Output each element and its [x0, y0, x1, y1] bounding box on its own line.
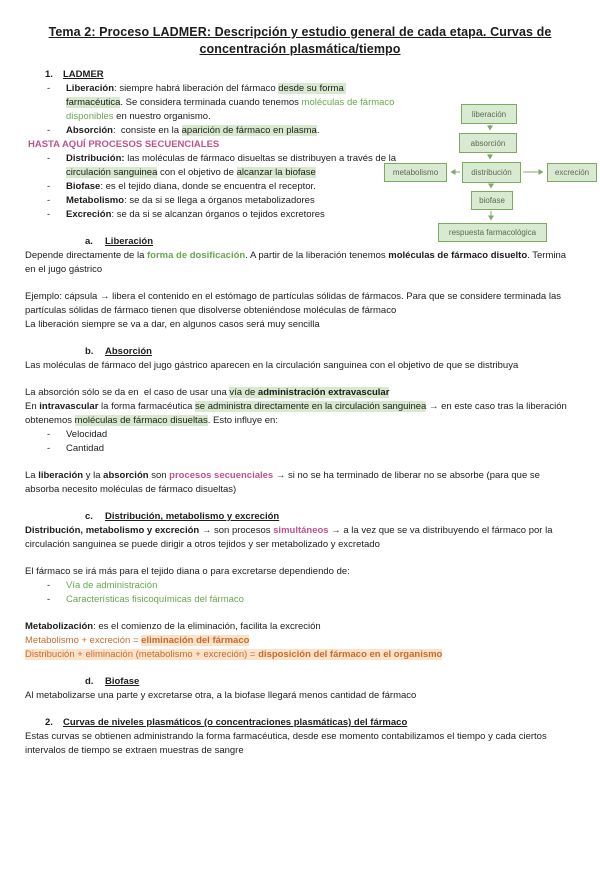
text-runs: La liberación y la absorción son procesos secuenciales → si no se ha terminado de liberar no se absorbe (para que se absorba necesito moléculas de fármaco disueltas) — [25, 470, 543, 495]
sub-bullet-caracteristicas — [25, 593, 575, 607]
text-runs: Liberación: siempre habrá liberación del fármaco desde su forma farmacéutica. Se considera terminada cuando tenemos moléculas de fármaco disponibles en nuestro organismo. — [66, 83, 398, 122]
bullet-dash: - — [47, 195, 51, 206]
text-runs: La liberación siempre se va a dar, en algunos casos será muy sencilla — [25, 319, 320, 330]
bullet-distribucion — [25, 152, 402, 180]
text-runs: Al metabolizarse una parte y excretarse otra, a la biofase llegará menos cantidad de fármaco — [25, 690, 417, 701]
text-runs: Biofase — [105, 676, 140, 687]
text-runs: El fármaco se irá más para el tejido diana o para excretarse dependiendo de: — [25, 566, 350, 577]
para-metabolizacion — [25, 620, 575, 634]
spacer — [25, 222, 575, 235]
subsection-d-heading — [25, 675, 575, 689]
bullet-dash: - — [47, 125, 51, 136]
text-runs: Distribución, metabolismo y excreción → son procesos simultáneos → a la vez que se va distribuyendo el fármaco por la circulación sanguinea se puede dirigir a otros tejidos y ser metabolizado y excretado — [25, 525, 556, 550]
section-1-heading — [25, 68, 575, 82]
spacer — [25, 552, 575, 565]
para-absorcion-1 — [25, 359, 575, 373]
spacer — [25, 373, 575, 386]
para-dme-1 — [25, 524, 575, 552]
text-runs: Absorción — [105, 346, 152, 357]
text-runs: Velocidad — [66, 429, 108, 440]
list-marker: 2. — [45, 717, 53, 728]
sub-bullet-velocidad — [25, 428, 575, 442]
para-secuenciales — [25, 469, 575, 497]
bullet-dash: - — [47, 209, 51, 220]
para-curvas — [25, 730, 575, 758]
diagram-node-excrecion: excreción — [547, 163, 597, 182]
list-marker: c. — [85, 511, 93, 522]
para-liberacion-1 — [25, 249, 575, 277]
text-runs: Depende directamente de la forma de dosificación. A partir de la liberación tenemos moléculas de fármaco disuelto. Termina en el jugo gástrico — [25, 250, 569, 275]
para-absorcion-2 — [25, 386, 575, 400]
text-runs: Excreción: se da si se alcanzan órganos o tejidos excretores — [66, 209, 325, 220]
text-runs: Estas curvas se obtienen administrando la forma farmacéutica, desde ese momento contabilizamos el tiempo y cada ciertos intervalos de tiempo se extraen muestras de sangre — [25, 731, 550, 756]
text-runs: Las moléculas de fármaco del jugo gástrico aparecen en la circulación sanguinea con el objetivo de que se distribuya — [25, 360, 519, 371]
text-runs: Distribución: las moléculas de fármaco disueltas se distribuyen a través de la circulación sanguinea con el objetivo de alcanzar la biofase — [66, 153, 399, 178]
text-runs: HASTA AQUÍ PROCESOS SECUENCIALES — [28, 139, 220, 150]
text-runs: LADMER — [63, 69, 104, 80]
text-runs: Metabolización: es el comienzo de la eliminación, facilita la excreción — [25, 621, 321, 632]
bullet-dash: - — [47, 181, 51, 192]
note-procesos-secuenciales — [25, 138, 388, 152]
text-runs: Metabolismo: se da si se llega a órganos metabolizadores — [66, 195, 315, 206]
text-runs: Distribución, metabolismo y excreción — [105, 511, 280, 522]
spacer — [25, 277, 575, 290]
para-disposicion — [25, 648, 575, 662]
diagram-node-respuesta-farmacologica: respuesta farmacológica — [438, 223, 547, 242]
diagram-node-metabolismo: metabolismo — [384, 163, 447, 182]
bullet-dash: - — [47, 580, 51, 591]
text-runs: Biofase: es el tejido diana, donde se encuentra el receptor. — [66, 181, 316, 192]
bullet-dash: - — [47, 153, 51, 164]
bullet-dash: - — [47, 443, 51, 454]
para-dme-2 — [25, 565, 575, 579]
diagram-node-absorcion: absorción — [459, 133, 517, 153]
document-body — [25, 68, 575, 758]
bullet-biofase — [25, 180, 402, 194]
subsection-c-heading — [25, 510, 575, 524]
page-title: Tema 2: Proceso LADMER: Descripción y estudio general de cada etapa. Curvas de concentración plasmática/tiempo — [48, 25, 552, 56]
diagram-node-distribucion: distribución — [462, 162, 521, 183]
section-2-heading — [25, 716, 575, 730]
text-runs: Ejemplo: cápsula → libera el contenido en el estómago de partículas sólidas de fármacos. Para que se considere terminada las partículas sólidas de fármaco tienen que disolverse obteniéndose moléculas de fármaco — [25, 291, 564, 316]
subsection-a-heading — [25, 235, 575, 249]
spacer — [25, 607, 575, 620]
text-runs: Liberación — [105, 236, 154, 247]
text-runs: Distribución + eliminación (metabolismo + excreción) = disposición del fármaco en el organismo — [25, 649, 443, 660]
sub-bullet-via — [25, 579, 575, 593]
text-runs: En intravascular la forma farmacéutica se administra directamente en la circulación sanguinea → en este caso tras la liberación obtenemos moléculas de fármaco disueltas. Esto influye en: — [25, 401, 570, 426]
bullet-absorcion — [25, 124, 402, 138]
diagram-node-liberacion: liberación — [461, 104, 517, 124]
spacer — [25, 703, 575, 716]
para-liberacion-2 — [25, 318, 575, 332]
list-marker: 1. — [45, 69, 53, 80]
document-page — [0, 24, 600, 872]
text-runs: Vía de administración — [66, 580, 158, 591]
para-biofase — [25, 689, 575, 703]
list-marker: d. — [85, 676, 94, 687]
list-marker: a. — [85, 236, 93, 247]
para-absorcion-3 — [25, 400, 575, 428]
bullet-dash: - — [47, 83, 51, 94]
text-runs: Curvas de niveles plasmáticos (o concentraciones plasmáticas) del fármaco — [63, 717, 408, 728]
bullet-liberacion — [25, 82, 402, 124]
spacer — [25, 332, 575, 345]
sub-bullet-cantidad — [25, 442, 575, 456]
text-runs: Cantidad — [66, 443, 105, 454]
text-runs: Características fisicoquímicas del fármaco — [66, 594, 244, 605]
list-marker: b. — [85, 346, 94, 357]
bullet-excrecion — [25, 208, 402, 222]
spacer — [25, 456, 575, 469]
bullet-metabolismo — [25, 194, 402, 208]
text-runs: Absorción: consiste en la aparición de fármaco en plasma. — [66, 125, 320, 136]
text-runs: La absorción sólo se da en el caso de usar una vía de administración extravascular — [25, 387, 390, 398]
bullet-dash: - — [47, 429, 51, 440]
diagram-node-biofase: biofase — [471, 191, 513, 210]
bullet-dash: - — [47, 594, 51, 605]
subsection-b-heading — [25, 345, 575, 359]
text-runs: Metabolismo + excreción = eliminación del fármaco — [25, 635, 250, 646]
para-liberacion-ejemplo — [25, 290, 575, 318]
spacer — [25, 662, 575, 675]
spacer — [25, 497, 575, 510]
para-eliminacion — [25, 634, 575, 648]
